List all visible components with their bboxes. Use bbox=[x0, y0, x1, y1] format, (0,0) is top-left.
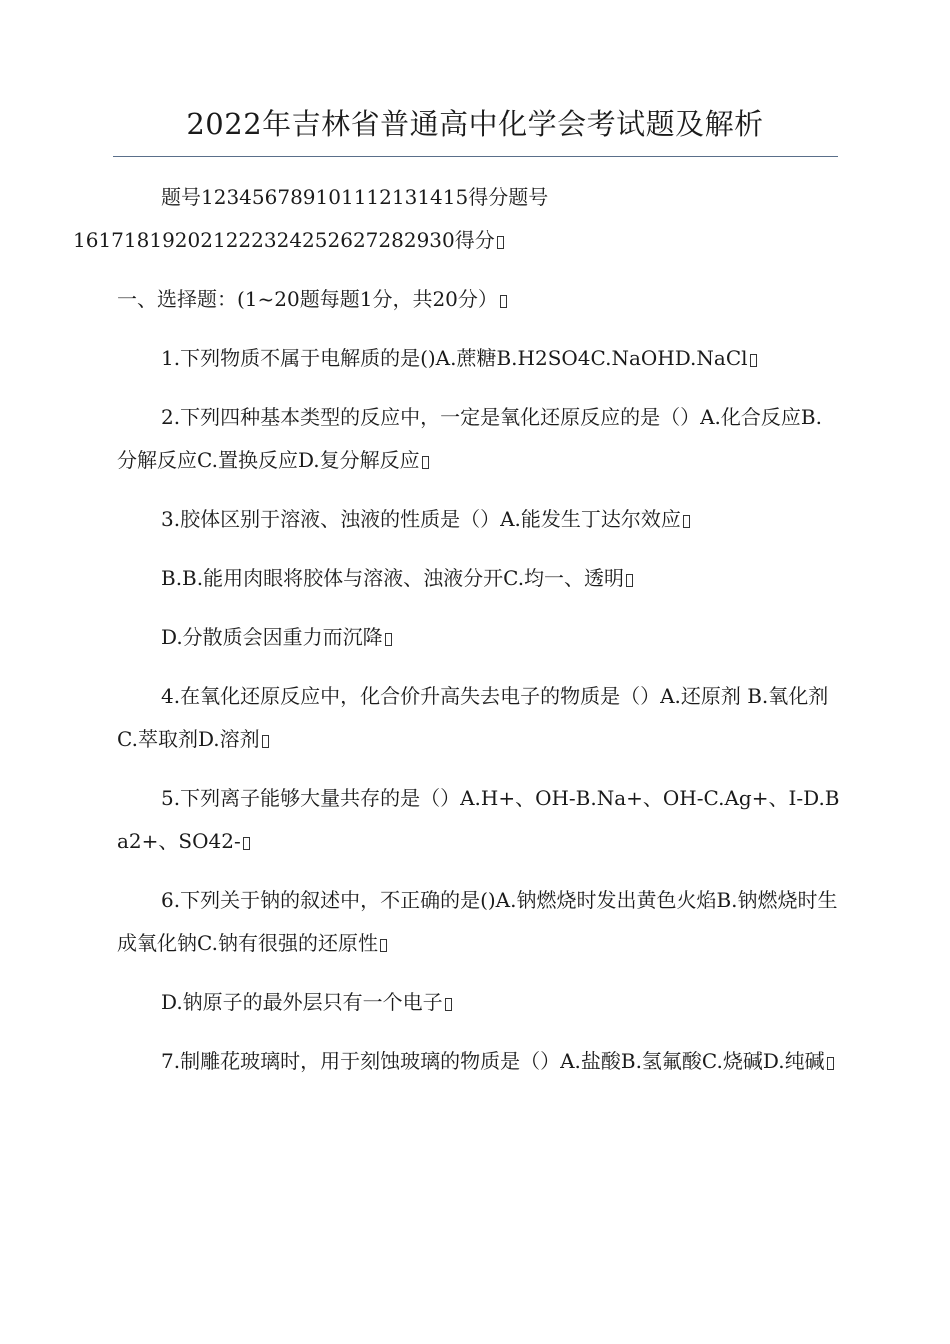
question-2: 2.下列四种基本类型的反应中，一定是氧化还原反应的是（）A.化合反应B.分解反应C.置换反应D.复分解反应 bbox=[117, 405, 822, 472]
document-title: 2022年吉林省普通高中化学会考试题及解析 bbox=[186, 107, 764, 141]
question-5: 5.下列离子能够大量共存的是（）A.H+、OH-B.Na+、OH-C.Ag+、I-D.Ba2+、SO42- bbox=[117, 786, 840, 853]
question-3-option-b: B.B.能用肉眼将胶体与溶液、浊液分开C.均一、透明 bbox=[117, 557, 841, 600]
paragraph-mark-icon bbox=[750, 354, 757, 367]
section-heading: 一、选择题：(1~20题每题1分，共20分） bbox=[117, 278, 841, 321]
score-table-line-2: 161718192021222324252627282930得分 bbox=[73, 228, 495, 252]
paragraph-mark-icon bbox=[385, 633, 392, 646]
paragraph-mark-icon bbox=[262, 735, 269, 748]
question-6-option-d: D.钠原子的最外层只有一个电子 bbox=[117, 981, 841, 1024]
paragraph-mark-icon bbox=[626, 574, 633, 587]
paragraph-mark-icon bbox=[827, 1057, 834, 1070]
paragraph-mark-icon bbox=[243, 837, 250, 850]
score-table-text bbox=[73, 176, 841, 262]
question-4: 4.在氧化还原反应中，化合价升高失去电子的物质是（）A.还原剂 B.氧化剂C.萃取剂D.溶剂 bbox=[117, 684, 829, 751]
question-6: 6.下列关于钠的叙述中，不正确的是()A.钠燃烧时发出黄色火焰B.钠燃烧时生成氧化钠C.钠有很强的还原性 bbox=[117, 888, 838, 955]
document-body bbox=[73, 176, 841, 1083]
score-table-line-1: 题号123456789101112131415得分题号 bbox=[161, 185, 549, 209]
paragraph-mark-icon bbox=[445, 998, 452, 1011]
paragraph-mark-icon bbox=[380, 939, 387, 952]
question-3: 3.胶体区别于溶液、浊液的性质是（）A.能发生丁达尔效应 bbox=[117, 498, 841, 541]
paragraph-mark-icon bbox=[683, 515, 690, 528]
question-1: 1.下列物质不属于电解质的是()A.蔗糖B.H2SO4C.NaOHD.NaCl bbox=[117, 337, 841, 380]
question-7: 7.制雕花玻璃时，用于刻蚀玻璃的物质是（）A.盐酸B.氢氟酸C.烧碱D.纯碱 bbox=[117, 1040, 841, 1083]
title-divider bbox=[113, 156, 838, 157]
paragraph-mark-icon bbox=[497, 236, 504, 249]
question-3-option-d: D.分散质会因重力而沉降 bbox=[117, 616, 841, 659]
paragraph-mark-icon bbox=[422, 456, 429, 469]
paragraph-mark-icon bbox=[500, 295, 507, 308]
